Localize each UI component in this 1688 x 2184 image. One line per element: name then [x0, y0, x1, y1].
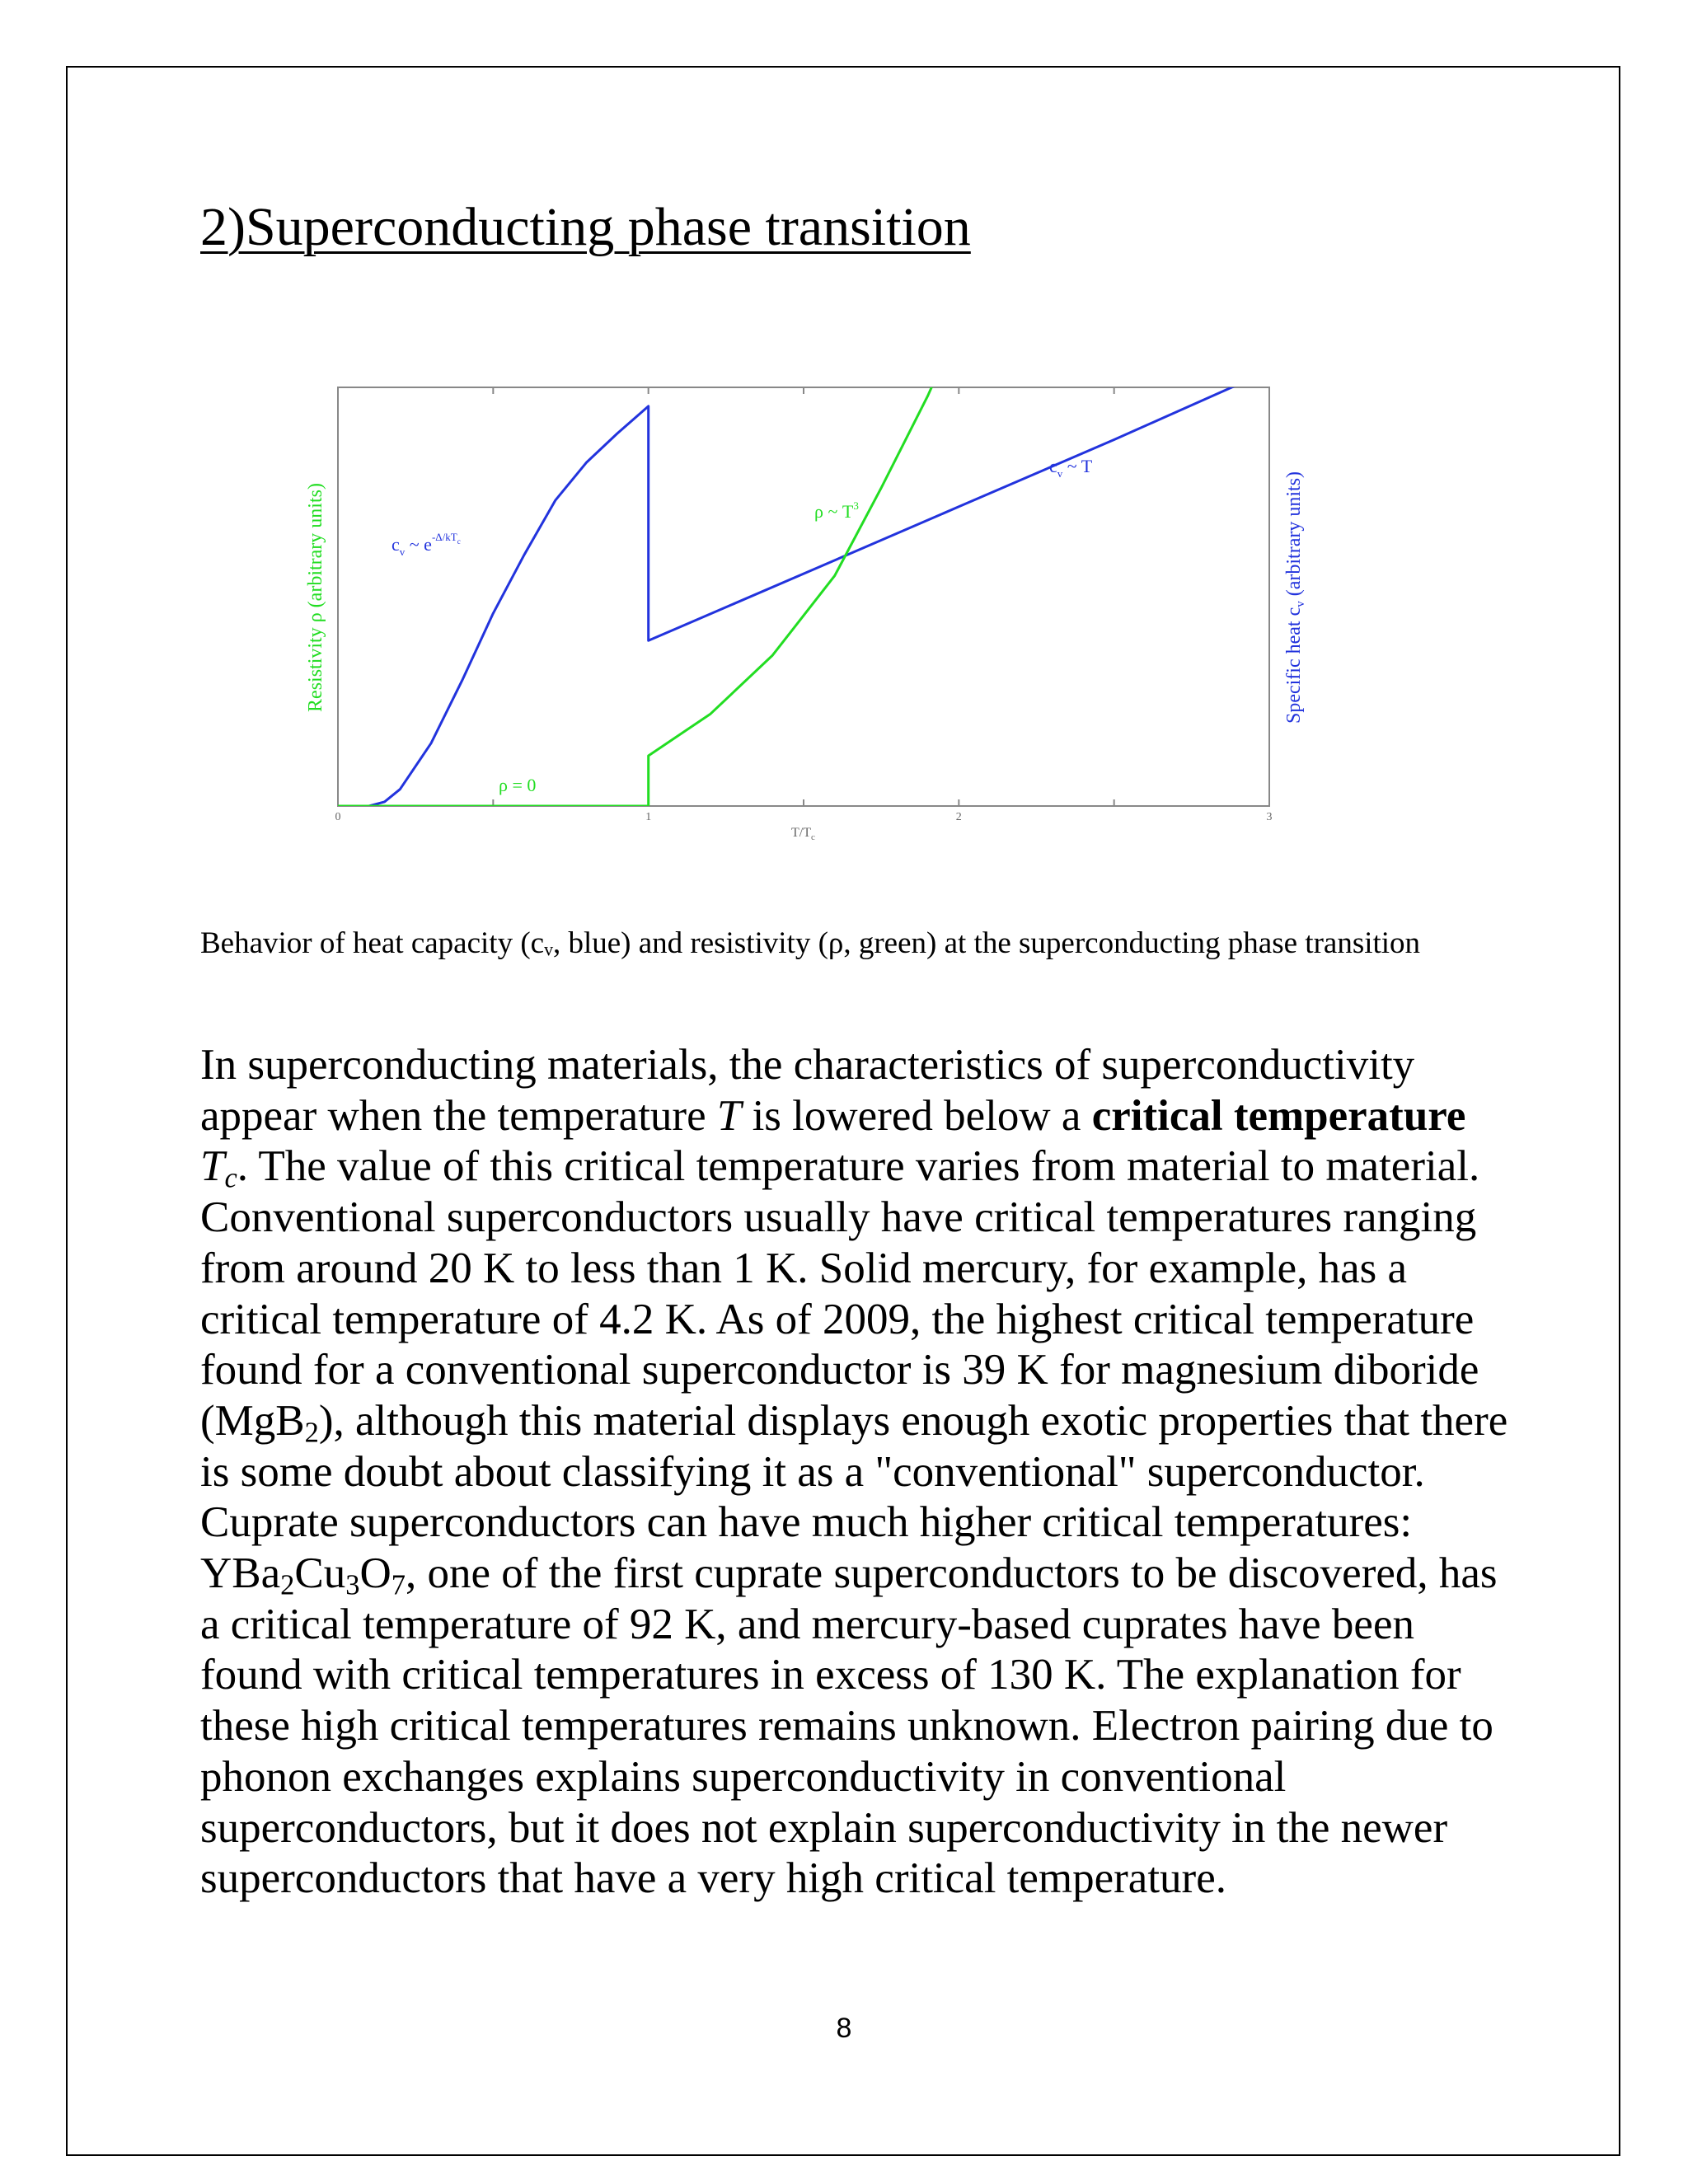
body-text-run: ), although this material displays enough exotic properties that there is some doubt about classifying it as a "conventional" superconductor. Cuprate superconductors can have much higher critical temperatures: YBa — [200, 1396, 1508, 1598]
page-number: 8 — [836, 2013, 852, 2044]
annotation-rho-high: ρ ~ $T^3$ — [814, 499, 859, 522]
body-text-run: In superconducting materials, the characteristics of superconductivity appear when the temperature — [200, 1041, 1415, 1140]
annotation-cv-high: $c_v$ ~ T — [1049, 456, 1093, 480]
subscript: 7 — [391, 1569, 406, 1601]
chart — [293, 375, 1331, 869]
tc-symbol: $T_c$ — [200, 1142, 237, 1195]
subscript: 2 — [304, 1417, 319, 1449]
formula-part: Cu — [294, 1549, 346, 1598]
subscript: 2 — [280, 1569, 295, 1601]
figure — [293, 375, 1331, 869]
formula-part: O — [359, 1549, 392, 1598]
body-text-run: . The value of this critical temperature varies from material to material. Conventional superconductors usually have critical temperatures ranging from around 20 K to less than 1 K. Solid mercury, for example, has a critical temperature of 4.2 K. As of 2009, the highest critical temperature found for a conventional superconductor is 39 K for magnesium diboride (MgB — [200, 1142, 1480, 1445]
subscript: 3 — [345, 1569, 360, 1601]
x-tick-label: 2 — [955, 811, 962, 823]
y-axis-label-right: Specific heat $c_v$ (arbitrary units) — [1283, 471, 1307, 724]
x-tick-label: 0 — [335, 811, 341, 823]
figure-caption: Behavior of heat capacity (cᵥ, blue) and resistivity (ρ, green) at the superconducting phase transition — [200, 926, 1421, 960]
series-group — [338, 375, 1269, 806]
annotation-cv-low: $c_v$ ~ $e^{-\Delta/kT}c$ — [392, 531, 461, 558]
critical-temperature-term: critical temperature — [1091, 1091, 1466, 1140]
x-tick-label: 3 — [1266, 811, 1273, 823]
series-line-resistivity — [338, 375, 1006, 806]
body-paragraph — [200, 1040, 1519, 1905]
body-text-run: is lowered below a — [741, 1091, 1092, 1140]
annotation-rho-zero: ρ = 0 — [499, 775, 537, 795]
x-axis-label: $T/T_c$ — [791, 826, 815, 842]
x-tick-label: 1 — [645, 811, 652, 823]
ticks — [338, 387, 1269, 806]
temperature-symbol: T — [716, 1091, 742, 1140]
series-line-specific-heat — [338, 375, 1269, 806]
body-text-run: , one of the first cuprate superconductors to be discovered, has a critical temperature of 92 K, and mercury-based cuprates have been found with critical temperatures in excess of 130 K. The explanation for these high critical temperatures remains unknown. Electron pairing due to phonon exchanges explains superconductivity in conventional superconductors, but it does not explain superconductivity in the newer superconductors that have a very high critical temperature. — [200, 1549, 1498, 1903]
page-title: 2)Superconducting phase transition — [200, 197, 971, 257]
plot-frame — [338, 387, 1269, 806]
y-axis-label-left: Resistivity ρ (arbitrary units) — [305, 483, 326, 712]
